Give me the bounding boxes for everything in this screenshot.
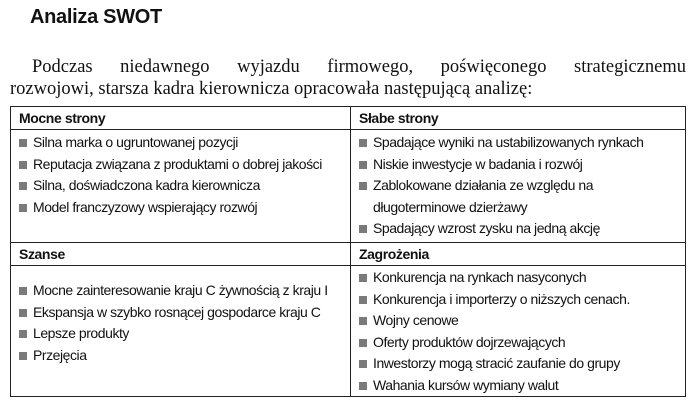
- opportunities-header: Szanse: [11, 243, 350, 266]
- list-item: Ekspansja w szybko rosnącej gospodarce kraju C: [19, 302, 344, 324]
- threats-header: Zagrożenia: [351, 243, 685, 266]
- list-item: Niskie inwestycje w badania i rozwój: [359, 154, 679, 176]
- square-bullet-icon: [19, 139, 27, 147]
- intro-line-2: rozwojowi, starsza kadra kierownicza opracowała następującą analizę:: [10, 79, 533, 99]
- square-bullet-icon: [19, 309, 27, 317]
- intro-line-1: Podczas niedawnego wyjazdu firmowego, poświęconego strategicznemu: [32, 57, 686, 77]
- square-bullet-icon: [359, 339, 367, 347]
- square-bullet-icon: [19, 161, 27, 169]
- opportunities-list: [19, 280, 344, 366]
- strengths-list: [19, 132, 344, 218]
- square-bullet-icon: [359, 296, 367, 304]
- list-item: Konkurencja na rynkach nasyconych: [359, 267, 679, 289]
- square-bullet-icon: [19, 287, 27, 295]
- threats-cell: [351, 243, 685, 396]
- square-bullet-icon: [359, 139, 367, 147]
- list-item: Spadające wyniki na ustabilizowanych rynkach: [359, 132, 679, 154]
- opportunities-cell: [11, 243, 350, 396]
- square-bullet-icon: [359, 274, 367, 282]
- list-item: Reputacja związana z produktami o dobrej jakości: [19, 154, 344, 176]
- list-item: Mocne zainteresowanie kraju C żywnością z kraju I: [19, 280, 344, 302]
- square-bullet-icon: [19, 204, 27, 212]
- page-title: Analiza SWOT: [30, 6, 162, 28]
- swot-table: [10, 106, 686, 397]
- list-item: Model franczyzowy wspierający rozwój: [19, 197, 344, 219]
- strengths-cell: [11, 107, 350, 242]
- list-item: Wojny cenowe: [359, 310, 679, 332]
- threats-list: [359, 267, 679, 396]
- square-bullet-icon: [359, 317, 367, 325]
- list-item: Inwestorzy mogą stracić zaufanie do grupy: [359, 353, 679, 375]
- list-item: Lepsze produkty: [19, 323, 344, 345]
- list-item: Przejęcia: [19, 345, 344, 367]
- weaknesses-header: Słabe strony: [351, 107, 685, 130]
- list-item: Spadający wzrost zysku na jedną akcję: [359, 218, 679, 240]
- square-bullet-icon: [359, 161, 367, 169]
- square-bullet-icon: [359, 382, 367, 390]
- square-bullet-icon: [19, 352, 27, 360]
- list-item: Konkurencja i importerzy o niższych cenach.: [359, 289, 679, 311]
- square-bullet-icon: [359, 182, 367, 190]
- strengths-header: Mocne strony: [11, 107, 350, 130]
- list-item: Oferty produktów dojrzewających: [359, 332, 679, 354]
- square-bullet-icon: [19, 182, 27, 190]
- list-item: Silna, doświadczona kadra kierownicza: [19, 175, 344, 197]
- weaknesses-cell: [351, 107, 685, 242]
- list-item: Zablokowane działania ze względu na długoterminowe dzierżawy: [359, 175, 679, 218]
- square-bullet-icon: [359, 225, 367, 233]
- list-item: Silna marka o ugruntowanej pozycji: [19, 132, 344, 154]
- square-bullet-icon: [359, 360, 367, 368]
- intro-paragraph: [10, 56, 686, 100]
- weaknesses-list: [359, 132, 679, 240]
- square-bullet-icon: [19, 330, 27, 338]
- list-item: Wahania kursów wymiany walut: [359, 375, 679, 397]
